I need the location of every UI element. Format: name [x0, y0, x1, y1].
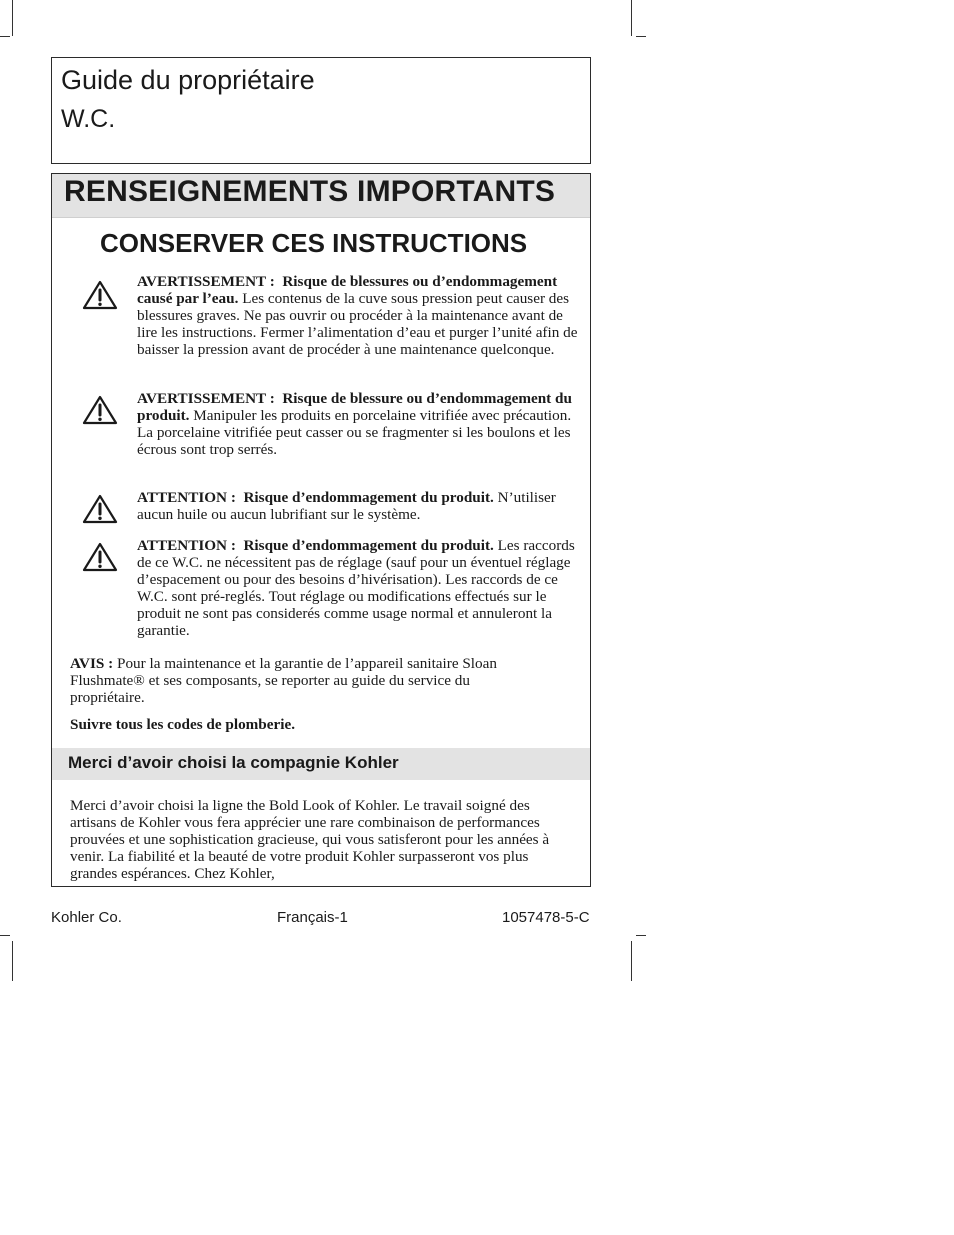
document-title: Guide du propriétaire — [61, 65, 315, 95]
warning-body: Manipuler les produits en porcelaine vitrifiée avec précaution. La porcelaine vitrifiée peut casser ou se fragmenter si les boulons et les écrous sont trop serrés. — [137, 407, 572, 459]
warning-label: ATTENTION : — [137, 537, 236, 554]
crop-mark — [631, 0, 632, 36]
notice-label: AVIS : — [70, 655, 114, 672]
warning-triangle-icon — [82, 542, 118, 572]
crop-mark — [631, 941, 632, 981]
product-name: W.C. — [61, 105, 116, 133]
warning-block — [137, 537, 582, 640]
warning-block — [137, 390, 582, 458]
warning-block — [137, 489, 582, 523]
warning-triangle-icon — [82, 494, 118, 524]
warning-label: ATTENTION : — [137, 489, 236, 506]
warning-heading: Risque de blessure ou d’endommagement du produit. — [137, 390, 572, 425]
crop-mark — [12, 0, 13, 36]
important-banner — [52, 174, 590, 218]
crop-mark — [12, 941, 13, 981]
important-info-box — [51, 173, 591, 887]
warning-body: Les contenus de la cuve sous pression peut causer des blessures graves. Ne pas ouvrir ou procéder à la maintenance avant de lire les instructions. Fermer l’alimentation d’eau et purger l’unité afin de baisser la pression avant de procéder à une maintenance quelconque. — [137, 290, 578, 359]
warning-body: Les raccords de ce W.C. ne nécessitent pas de réglage (sauf pour un éventuel réglage d’espacement ou pour des besoins d’hivérisation). Les raccords de ce W.C. sont pré-reglés. Tout réglage ou modifications effectués sur le produit ne sont pas considerés comme usage normal et annuleront la garantie. — [137, 537, 575, 640]
warning-triangle-icon — [82, 395, 118, 425]
warning-block — [137, 273, 582, 358]
title-box — [51, 57, 591, 164]
crop-mark — [636, 935, 646, 936]
warning-body: N’utiliser aucun huile ou aucun lubrifiant sur le système. — [137, 489, 556, 524]
crop-mark — [0, 935, 10, 936]
plumbing-code-note: Suivre tous les codes de plomberie. — [70, 716, 295, 733]
footer-company: Kohler Co. — [51, 909, 122, 926]
footer-document-number: 1057478-5-C — [502, 909, 590, 926]
notice-paragraph — [70, 655, 525, 706]
crop-mark — [0, 36, 10, 37]
save-instructions-heading: CONSERVER CES INSTRUCTIONS — [100, 228, 528, 258]
thank-you-paragraph: Merci d’avoir choisi la ligne the Bold Look of Kohler. Le travail soigné des artisans de Kohler vous fera apprécier une rare combinaison de performances prouvées et une sophistication gracieuse, qui vous satisferont pour les années à venir. La fiabilité et la beauté de votre produit Kohler surpasseront vos plus grandes espérances. Chez Kohler, — [70, 797, 550, 883]
warning-label: AVERTISSEMENT : — [137, 273, 275, 290]
notice-body: Pour la maintenance et la garantie de l’appareil sanitaire Sloan Flushmate® et ses composants, se reporter au guide du service du propriétaire. — [70, 655, 497, 707]
warning-heading: Risque d’endommagement du produit. — [243, 537, 494, 554]
warning-triangle-icon — [82, 280, 118, 310]
warning-heading: Risque de blessures ou d’endommagement causé par l’eau. — [137, 273, 558, 308]
crop-mark — [636, 36, 646, 37]
banner-title: RENSEIGNEMENTS IMPORTANTS — [64, 175, 556, 208]
thank-you-section-header — [52, 748, 590, 780]
warning-label: AVERTISSEMENT : — [137, 390, 275, 407]
warning-heading: Risque d’endommagement du produit. — [243, 489, 494, 506]
section-title: Merci d’avoir choisi la compagnie Kohler — [68, 753, 399, 772]
footer-page-number: Français-1 — [277, 909, 348, 926]
